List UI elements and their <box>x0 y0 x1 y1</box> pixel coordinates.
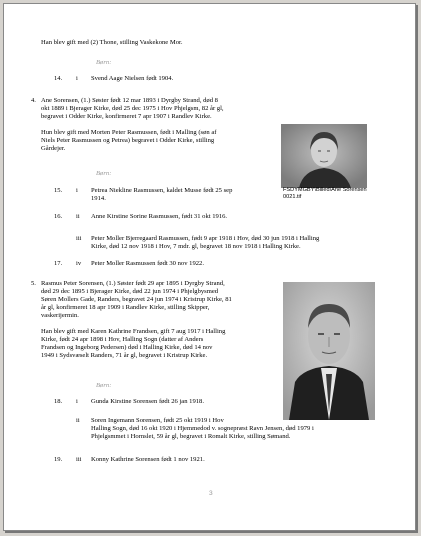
child-roman: iii <box>76 456 82 463</box>
photo-caption: FSDYMGBY\Billed\Ane Sorensen <box>283 187 367 193</box>
child-number: 17. <box>54 260 63 267</box>
marriage-line: Frandsen og Ingeborg Pedersen) død i Halling Kirke, død 14 nov <box>41 344 213 351</box>
marriage-line: Kirke, født 24 apr 1898 i Hov, Halling Sogn (datter af Anders <box>41 336 204 343</box>
page-number: 3 <box>209 490 213 497</box>
person-line: vaskerijermin. <box>41 312 79 319</box>
person-line: Ane Sorensen, (1.) Søster født 12 mar 1893 i Dyrgby Strand, død 8 <box>41 97 218 104</box>
child-number: 16. <box>54 213 63 220</box>
born-label-2: Børn: <box>96 170 112 177</box>
child-roman: ii <box>76 213 80 220</box>
marriage-line: Han blev gift med Karen Kathrine Frandsen, gift 7 aug 1917 i Halling <box>41 328 226 335</box>
portrait-photo-rasmus <box>283 282 375 420</box>
child-line: Phjelgsmmet i Hornslet, 59 år gl, begravet i Romalt Kirke, stilling Sømand. <box>91 433 291 440</box>
child-line: Anne Kirstine Sorine Rasmussen, født 31 okt 1916. <box>91 213 228 220</box>
person-line: år gl, konfirmeret 18 apr 1909 i Randlev Kirke, stilling Skipper, <box>41 304 210 311</box>
child-line: Gunda Kirstine Sorensen født 26 jan 1918. <box>91 398 204 405</box>
photo-caption: 0021.tif <box>283 194 302 200</box>
born-label-3: Børn: <box>96 382 112 389</box>
child-line: Kirke, død 12 nov 1918 i Hov, 7 mdr. gl, begravet 18 nov 1918 i Halling Kirke. <box>91 243 301 250</box>
top-line: Han blev gift med (2) Thone, stilling Vaskekone Mor. <box>41 39 183 46</box>
person-line: Rasmus Peter Sorensen, (1.) Søster født 29 apr 1895 i Dyrgby Strand, <box>41 280 225 287</box>
person-line: okt 1889 i Bjerager Kirke, død 25 dec 1975 i Hov Phjelgsm, 82 år gl, <box>41 105 224 112</box>
person-line: Søren Mollers Gade, Randers, begravet 24 jun 1974 i Kristrup Kirke, 81 <box>41 296 232 303</box>
child-number: 19. <box>54 456 63 463</box>
person-number: 4. <box>31 97 36 104</box>
child-roman: iii <box>76 235 82 242</box>
born-label-1: Børn: <box>96 59 112 66</box>
marriage-line: Gårdejer. <box>41 145 66 152</box>
child-number: 18. <box>54 398 63 405</box>
document-page <box>3 3 416 531</box>
marriage-line: Hun blev gift med Morten Peter Rasmussen, født i Malling (søn af <box>41 129 217 136</box>
child-line: Soren Ingemann Sorensen, født 25 okt 1919 i Hov <box>91 417 224 424</box>
portrait-photo-ane <box>281 124 367 188</box>
child-roman: iv <box>76 260 82 267</box>
child-line: Peter Moller Bjerregaard Rasmussen, født 9 apr 1918 i Hov, død 30 jun 1918 i Halling <box>91 235 320 242</box>
person-number: 5. <box>31 280 36 287</box>
marriage-line: Niels Peter Rasmussen og Petrea) begravet i Odder Kirke, stilling <box>41 137 215 144</box>
child-line: Halling Sogn, død 16 okt 1920 i Hjemmedod v. sognepræst Ravn Jensen, død 1979 i <box>91 425 314 432</box>
child-line: Petrea Niekline Rasmussen, kaldet Musse født 25 sep <box>91 187 233 194</box>
child-roman: i <box>76 75 78 82</box>
person-line: begravet i Odder Kirke, konfirmeret 7 apr 1907 i Randlev Kirke. <box>41 113 212 120</box>
child-number: 14. <box>54 75 63 82</box>
child-number: 15. <box>54 187 63 194</box>
child-line: Konny Kathrine Sorensen født 1 nov 1921. <box>91 456 205 463</box>
child-line: Peter Moller Rasmussen født 30 nov 1922. <box>91 260 204 267</box>
marriage-line: 1949 i Sydsvæselt Randers, 71 år gl, begravet i Kristrup Kirke. <box>41 352 208 359</box>
child-roman: ii <box>76 417 80 424</box>
child-roman: i <box>76 187 78 194</box>
person-line: død 29 dec 1895 i Bjerager Kirke, død 22 jun 1974 i Phjelgbysmed <box>41 288 219 295</box>
child-text: Svend Aage Nielsen født 1904. <box>91 75 174 82</box>
child-line: 1914. <box>91 195 106 202</box>
child-roman: i <box>76 398 78 405</box>
